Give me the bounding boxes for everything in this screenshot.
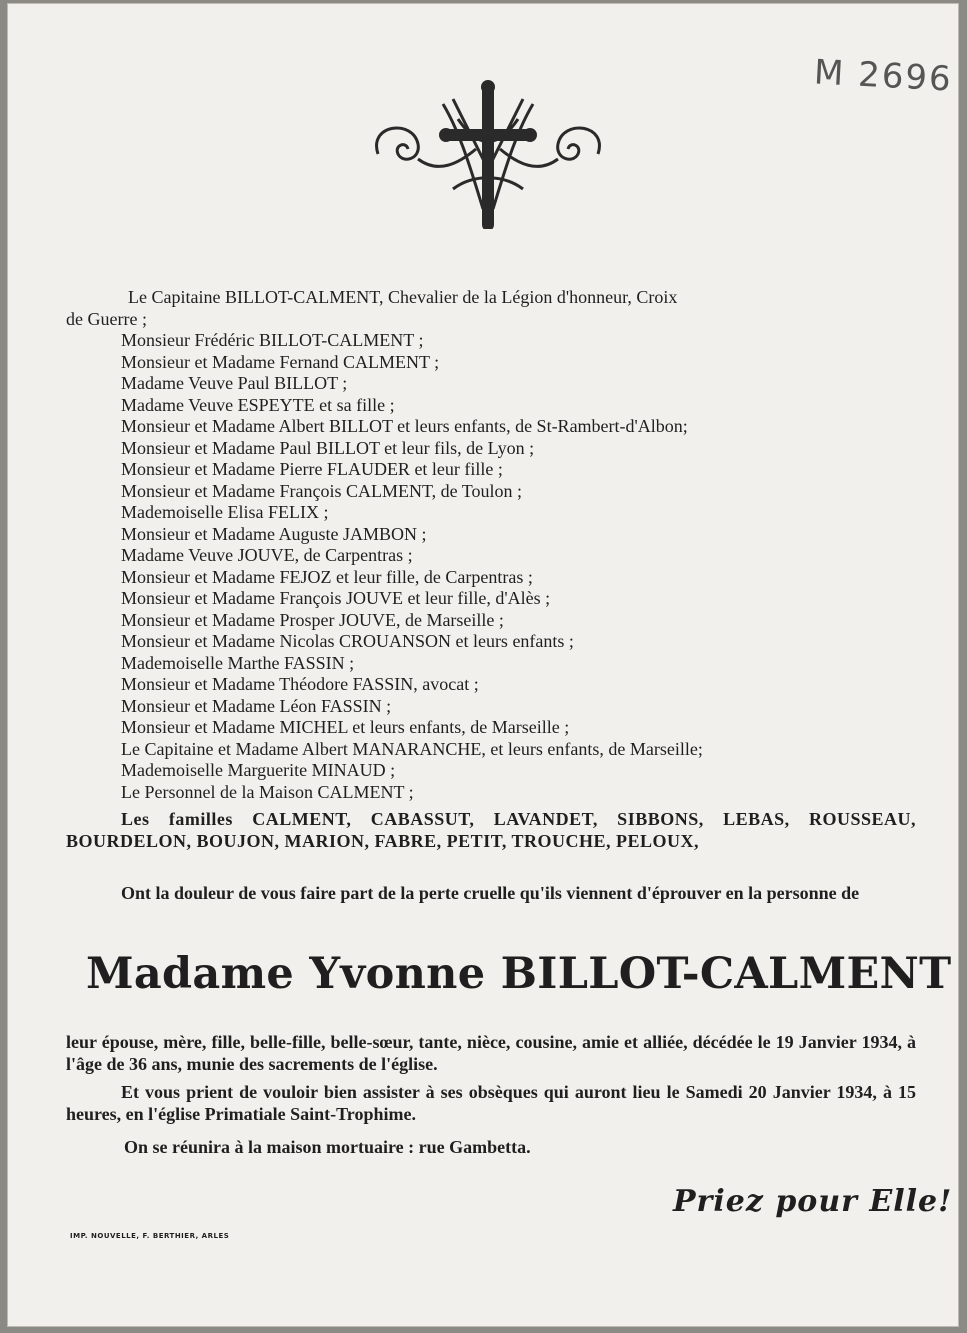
gathering-text: On se réunira à la maison mortuaire : rue Gambetta.	[124, 1137, 531, 1157]
description-paragraph	[66, 1032, 916, 1075]
mourner-item: Monsieur et Madame François CALMENT, de Toulon ;	[121, 480, 523, 501]
printer-credit: IMP. NOUVELLE, F. BERTHIER, ARLES	[70, 1232, 230, 1240]
mourner-item: Monsieur et Madame Paul BILLOT et leur fils, de Lyon ;	[121, 437, 535, 458]
mourner-item: Mademoiselle Elisa FELIX ;	[121, 502, 329, 522]
mourner-item: Madame Veuve JOUVE, de Carpentras ;	[121, 545, 413, 565]
invitation-text: Et vous prient de vouloir bien assister à ses obsèques qui auront lieu le Samedi 20 Janvier 1934, à 15 heures, en l'église Primatiale Saint-Trophime.	[66, 1082, 916, 1124]
mourner-item: Madame Veuve Paul BILLOT ;	[121, 373, 348, 393]
mourner-item: Monsieur et Madame Prosper JOUVE, de Marseille ;	[121, 609, 504, 630]
mourner-item: Mademoiselle Marguerite MINAUD ;	[121, 760, 396, 780]
invitation-paragraph	[66, 1082, 916, 1125]
families-paragraph	[66, 809, 916, 852]
announcement-paragraph	[66, 883, 916, 905]
mourner-item: Monsieur et Madame Fernand CALMENT ;	[121, 351, 440, 372]
mourner-item: Monsieur et Madame Pierre FLAUDER et leur fille ;	[121, 459, 503, 479]
mourner-item: Monsieur Frédéric BILLOT-CALMENT ;	[121, 330, 424, 350]
families-text: Les familles CALMENT, CABASSUT, LAVANDET, SIBBONS, LEBAS, ROUSSEAU, BOURDELON, BOUJON, MARION, FABRE, PETIT, TROUCHE, PELOUX,	[66, 809, 916, 851]
intro-line-1: Le Capitaine BILLOT-CALMENT, Chevalier de la Légion d'honneur, Croix	[128, 287, 678, 307]
mourner-item: Monsieur et Madame Léon FASSIN ;	[121, 695, 392, 716]
mourner-item: Monsieur et Madame Nicolas CROUANSON et leurs enfants ;	[121, 631, 574, 651]
mourner-item: Mademoiselle Marthe FASSIN ;	[121, 652, 355, 673]
mourner-item: Monsieur et Madame FEJOZ et leur fille, de Carpentras ;	[121, 566, 533, 587]
cross-monogram-icon	[358, 79, 618, 229]
mourners-list	[66, 330, 916, 803]
mourner-item: Le Personnel de la Maison CALMENT ;	[121, 781, 414, 802]
intro-line-2: de Guerre ;	[66, 308, 147, 329]
archive-reference: M 2696	[813, 52, 954, 100]
mourner-item: Monsieur et Madame MICHEL et leurs enfants, de Marseille ;	[121, 717, 570, 737]
mourner-item: Monsieur et Madame Théodore FASSIN, avocat ;	[121, 674, 479, 694]
mourner-item: Monsieur et Madame Auguste JAMBON ;	[121, 523, 427, 544]
mourner-item: Le Capitaine et Madame Albert MANARANCHE, et leurs enfants, de Marseille;	[121, 738, 703, 759]
obituary-sheet	[8, 4, 958, 1326]
mourner-item: Monsieur et Madame François JOUVE et leur fille, d'Alès ;	[121, 588, 551, 608]
intro-paragraph	[66, 287, 916, 803]
description-text: leur épouse, mère, fille, belle-fille, belle-sœur, tante, nièce, cousine, amie et alliée, décédée le 19 Janvier 1934, à l'âge de 36 ans, munie des sacrements de l'église.	[66, 1032, 916, 1074]
mourner-item: Monsieur et Madame Albert BILLOT et leurs enfants, de St-Rambert-d'Albon;	[121, 416, 688, 436]
mourner-item: Madame Veuve ESPEYTE et sa fille ;	[121, 394, 395, 415]
announcement-text: Ont la douleur de vous faire part de la perte cruelle qu'ils viennent d'éprouver en la personne de	[121, 883, 860, 903]
deceased-name: Madame Yvonne BILLOT-CALMENT	[86, 949, 952, 999]
prayer-signature: Priez pour Elle!	[673, 1184, 953, 1219]
